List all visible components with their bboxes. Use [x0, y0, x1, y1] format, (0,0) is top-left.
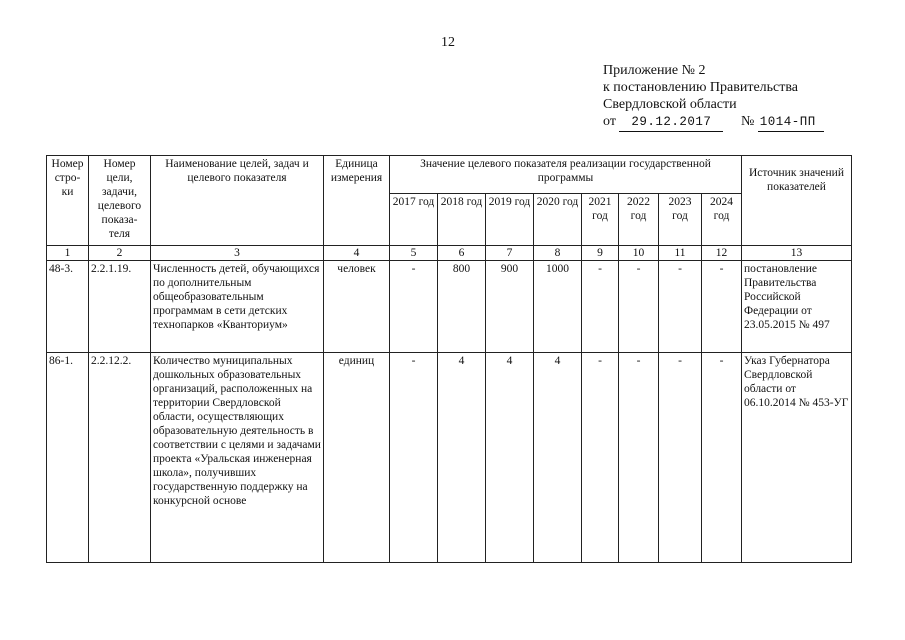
number-prefix: № [740, 114, 755, 129]
header-year: 2017 год [390, 194, 438, 246]
column-number-row [47, 246, 852, 261]
header-name: Наименование целей, задач и целевого показателя [151, 156, 324, 246]
goal-number-cell: 2.2.12.2. [89, 353, 151, 563]
unit-cell: человек [324, 261, 390, 353]
value-cell: - [390, 353, 438, 563]
resolution-reference [603, 113, 824, 132]
appendix-title: Приложение № 2 [603, 63, 706, 78]
header-year: 2023 год [659, 194, 702, 246]
resolution-number: 1014-ПП [758, 114, 824, 132]
column-number: 10 [619, 246, 659, 261]
header-row-number: Номер стро-ки [47, 156, 89, 246]
value-cell: - [582, 353, 619, 563]
table-header-row [47, 156, 852, 194]
value-cell: - [659, 353, 702, 563]
column-number: 5 [390, 246, 438, 261]
header-source: Источник значений показателей [742, 156, 852, 246]
indicator-name-cell: Количество муниципальных дошкольных образовательных организаций, расположенных на территории Свердловской области, осуществляющих образовательную деятельность в соответствии с целями и задачами проекта «Уральская инженерная школа», получивших государственную поддержку на конкурсной основе [151, 353, 324, 563]
value-cell: - [390, 261, 438, 353]
row-number-cell: 86-1. [47, 353, 89, 563]
value-cell: 900 [486, 261, 534, 353]
value-cell: - [582, 261, 619, 353]
value-cell: 1000 [534, 261, 582, 353]
column-number: 2 [89, 246, 151, 261]
table-row [47, 261, 852, 353]
value-cell: - [659, 261, 702, 353]
source-cell: постановление Правительства Российской Федерации от 23.05.2015 № 497 [742, 261, 852, 353]
header-year: 2022 год [619, 194, 659, 246]
page-number: 12 [441, 35, 455, 50]
column-number: 8 [534, 246, 582, 261]
resolution-date: 29.12.2017 [619, 114, 723, 132]
column-number: 12 [702, 246, 742, 261]
header-goal-number: Номер цели, задачи, целевого показа-теля [89, 156, 151, 246]
indicator-name-cell: Численность детей, обучающихся по дополнительным общеобразовательным программам в сети детских технопарков «Кванториум» [151, 261, 324, 353]
column-number: 6 [438, 246, 486, 261]
value-cell: 4 [486, 353, 534, 563]
date-prefix: от [603, 114, 616, 129]
value-cell: 800 [438, 261, 486, 353]
header-unit: Единица измерения [324, 156, 390, 246]
header-year: 2018 год [438, 194, 486, 246]
column-number: 3 [151, 246, 324, 261]
source-cell: Указ Губернатора Свердловской области от 06.10.2014 № 453-УГ [742, 353, 852, 563]
column-number: 4 [324, 246, 390, 261]
column-number: 13 [742, 246, 852, 261]
value-cell: - [702, 353, 742, 563]
column-number: 11 [659, 246, 702, 261]
row-number-cell: 48-3. [47, 261, 89, 353]
appendix-header [603, 62, 824, 132]
value-cell: - [702, 261, 742, 353]
column-number: 9 [582, 246, 619, 261]
value-cell: - [619, 353, 659, 563]
value-cell: 4 [438, 353, 486, 563]
header-year: 2019 год [486, 194, 534, 246]
appendix-region: Свердловской области [603, 97, 737, 112]
unit-cell: единиц [324, 353, 390, 563]
header-value-group: Значение целевого показателя реализации государственной программы [390, 156, 742, 194]
column-number: 1 [47, 246, 89, 261]
goal-number-cell: 2.2.1.19. [89, 261, 151, 353]
header-year: 2024 год [702, 194, 742, 246]
column-number: 7 [486, 246, 534, 261]
appendix-subtitle: к постановлению Правительства [603, 80, 799, 95]
value-cell: 4 [534, 353, 582, 563]
indicators-table [46, 155, 852, 563]
table-row [47, 353, 852, 563]
header-year: 2020 год [534, 194, 582, 246]
header-year: 2021 год [582, 194, 619, 246]
value-cell: - [619, 261, 659, 353]
